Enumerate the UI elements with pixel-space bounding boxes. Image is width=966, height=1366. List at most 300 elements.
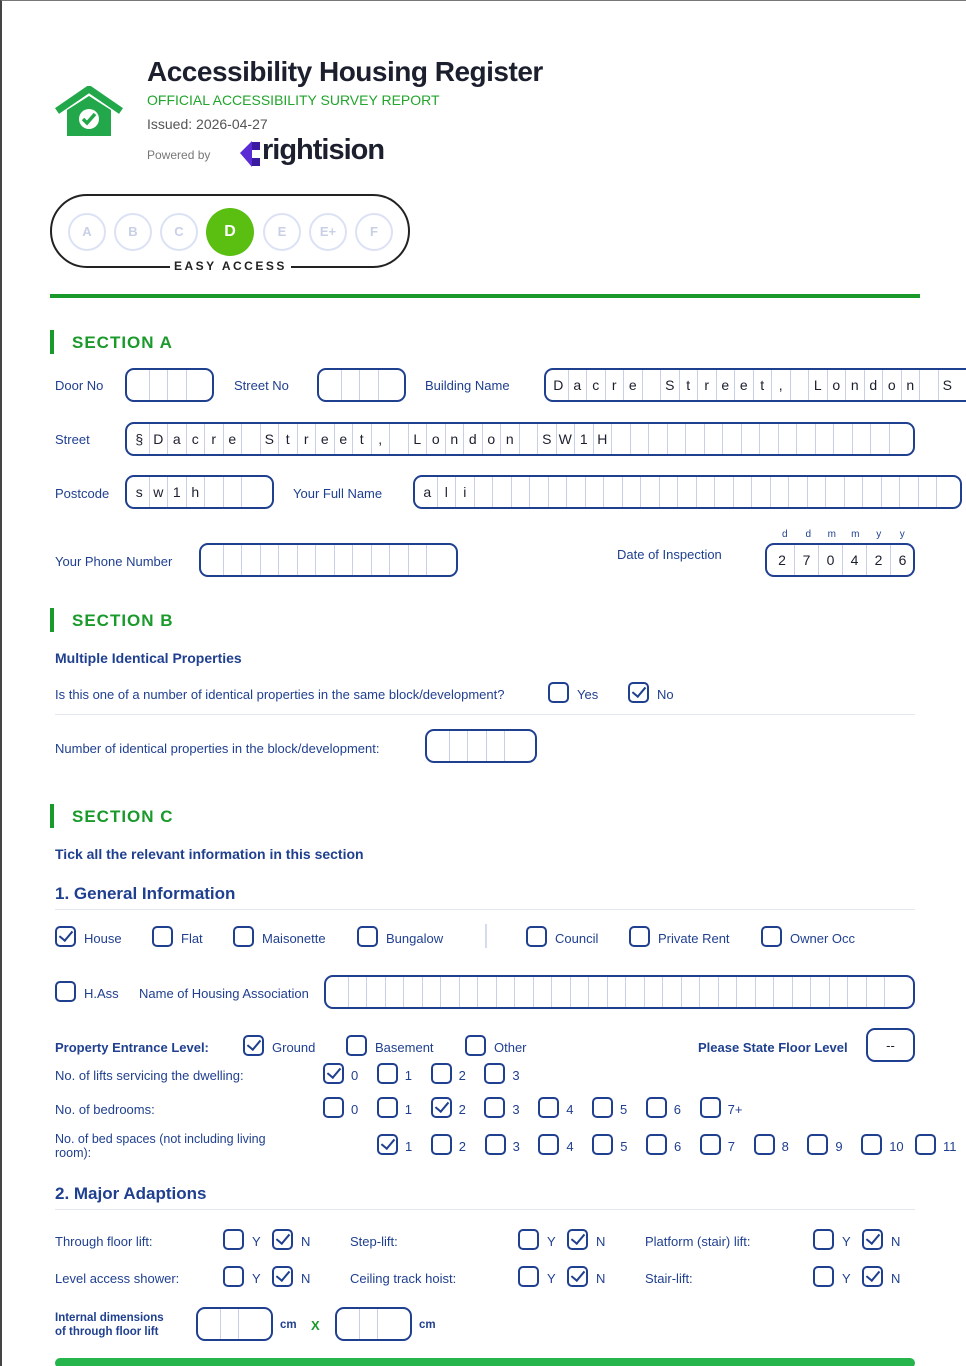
char-cell <box>359 370 378 400</box>
char-cell <box>825 477 844 507</box>
grade-a: A <box>68 213 106 251</box>
bedspaces-label: No. of bed spaces (not including living room): <box>55 1132 266 1160</box>
char-cell <box>377 1309 396 1339</box>
char-cell <box>167 370 186 400</box>
date-label: Date of Inspection <box>617 547 722 562</box>
char-cell <box>659 477 678 507</box>
option-checkbox-5[interactable] <box>592 1134 613 1155</box>
char-cell <box>474 477 493 507</box>
char-cell: 6 <box>890 545 914 575</box>
char-cell <box>815 424 834 454</box>
inspection-date-field[interactable] <box>765 543 915 577</box>
date-hint: d <box>805 529 812 540</box>
char-cell: d <box>463 424 482 454</box>
char-cell <box>492 477 511 507</box>
option-label: 3 <box>512 1139 520 1154</box>
hass-checkbox[interactable] <box>55 981 76 1002</box>
option-checkbox-4[interactable] <box>538 1097 559 1118</box>
major-adaptions-heading: 2. Major Adaptions <box>55 1184 207 1203</box>
char-cell <box>223 477 242 507</box>
char-cell: h <box>186 477 205 507</box>
option-checkbox-11[interactable] <box>915 1134 936 1155</box>
option-label: 5 <box>620 1139 628 1154</box>
owner-occ-label: Owner Occ <box>790 931 856 946</box>
char-cell: r <box>204 424 223 454</box>
char-cell <box>741 424 760 454</box>
char-cell: W <box>556 424 575 454</box>
section-b-title: SECTION B <box>50 611 174 631</box>
char-cell <box>585 477 604 507</box>
char-cell <box>733 477 752 507</box>
option-checkbox-6[interactable] <box>646 1134 667 1155</box>
char-cell <box>918 477 937 507</box>
char-cell: o <box>827 370 846 400</box>
char-cell <box>486 731 505 761</box>
adaption-label: Stair-lift: <box>645 1271 693 1286</box>
option-checkbox-10[interactable] <box>861 1134 882 1155</box>
postcode-label: Postcode <box>55 486 110 501</box>
char-cell <box>696 477 715 507</box>
char-cell: e <box>716 370 735 400</box>
other-checkbox[interactable] <box>465 1035 486 1056</box>
option-checkbox-1[interactable] <box>377 1063 398 1084</box>
option-checkbox-8[interactable] <box>754 1134 775 1155</box>
char-cell: e <box>734 370 753 400</box>
char-cell: i <box>455 477 474 507</box>
street-no-label: Street No <box>234 378 289 393</box>
adaption-y-label: Y <box>252 1234 261 1249</box>
council-checkbox[interactable] <box>526 926 547 947</box>
char-cell <box>685 424 704 454</box>
char-cell: , <box>371 424 390 454</box>
grade-f: F <box>355 213 393 251</box>
char-cell: d <box>864 370 883 400</box>
char-cell: 2 <box>866 545 890 575</box>
char-cell: 1 <box>167 477 186 507</box>
adaption-n-checkbox[interactable] <box>862 1266 883 1287</box>
char-cell <box>788 477 807 507</box>
adaption-y-checkbox[interactable] <box>813 1229 834 1250</box>
bedrooms-label: No. of bedrooms: <box>55 1102 155 1117</box>
char-cell: r <box>697 370 716 400</box>
char-cell <box>844 477 863 507</box>
ground-label: Ground <box>272 1040 316 1055</box>
adaption-y-checkbox[interactable] <box>813 1266 834 1287</box>
private-rent-checkbox[interactable] <box>629 926 650 947</box>
option-label: 3 <box>512 1068 520 1083</box>
char-cell <box>440 977 459 1007</box>
char-cell: w <box>149 477 168 507</box>
option-checkbox-2[interactable] <box>431 1097 452 1118</box>
char-cell: , <box>771 370 790 400</box>
house-checkbox[interactable] <box>55 926 76 947</box>
char-cell <box>889 424 908 454</box>
char-cell: c <box>186 424 205 454</box>
adaption-label: Through floor lift: <box>55 1234 153 1249</box>
internal-dims-label <box>55 1311 164 1339</box>
option-checkbox-9[interactable] <box>807 1134 828 1155</box>
char-cell <box>718 977 737 1007</box>
flat-label: Flat <box>181 931 203 946</box>
char-cell: e <box>334 424 353 454</box>
char-cell: 7 <box>794 545 818 575</box>
house-label: House <box>84 931 122 946</box>
option-checkbox-6[interactable] <box>646 1097 667 1118</box>
char-cell <box>648 424 667 454</box>
grade-b: B <box>114 213 152 251</box>
option-checkbox-4[interactable] <box>538 1134 559 1155</box>
option-checkbox-5[interactable] <box>592 1097 613 1118</box>
char-cell: S <box>260 424 279 454</box>
private-rent-label: Private Rent <box>658 931 730 946</box>
council-label: Council <box>555 931 599 946</box>
char-cell: t <box>352 424 371 454</box>
option-checkbox-3[interactable] <box>484 1063 505 1084</box>
char-cell <box>403 977 422 1007</box>
char-cell <box>385 977 404 1007</box>
char-cell <box>807 477 826 507</box>
other-label: Other <box>494 1040 527 1055</box>
char-cell <box>778 424 797 454</box>
report-subtitle: OFFICIAL ACCESSIBILITY SURVEY REPORT <box>147 92 440 108</box>
adaption-y-label: Y <box>547 1271 556 1286</box>
adaption-n-checkbox[interactable] <box>272 1229 293 1250</box>
adaption-n-label: N <box>891 1234 901 1249</box>
char-cell <box>533 977 552 1007</box>
divider <box>55 909 915 910</box>
char-cell: H <box>593 424 612 454</box>
char-cell <box>278 545 297 575</box>
char-cell <box>186 370 205 400</box>
char-cell <box>833 424 852 454</box>
owner-occ-checkbox[interactable] <box>761 926 782 947</box>
char-cell <box>852 424 871 454</box>
char-cell <box>642 370 661 400</box>
char-cell: a <box>568 370 587 400</box>
char-cell: c <box>586 370 605 400</box>
building-name-label: Building Name <box>425 378 510 393</box>
char-cell: S <box>537 424 556 454</box>
street-field[interactable] <box>125 422 915 456</box>
identical-count-field[interactable] <box>425 729 537 763</box>
multiple-properties-heading: Multiple Identical Properties <box>55 650 242 666</box>
grade-c: C <box>160 213 198 251</box>
char-cell <box>201 1309 220 1339</box>
option-label: 9 <box>835 1139 843 1154</box>
char-cell <box>467 731 486 761</box>
phone-field[interactable] <box>199 543 458 577</box>
adaption-y-checkbox[interactable] <box>223 1229 244 1250</box>
char-cell <box>919 370 938 400</box>
char-cell <box>810 977 829 1007</box>
option-checkbox-7+[interactable] <box>700 1097 721 1118</box>
full-name-field[interactable] <box>413 475 962 509</box>
adaption-n-label: N <box>301 1271 311 1286</box>
full-name-label: Your Full Name <box>293 486 383 501</box>
option-label: 2 <box>458 1102 466 1117</box>
char-cell <box>204 545 223 575</box>
adaption-label: Level access shower: <box>55 1271 180 1286</box>
general-info-heading: 1. General Information <box>55 884 236 903</box>
basement-label: Basement <box>375 1040 434 1055</box>
option-label: 4 <box>566 1102 574 1117</box>
char-cell <box>829 977 848 1007</box>
char-cell <box>334 545 353 575</box>
char-cell: t <box>679 370 698 400</box>
char-cell: r <box>605 370 624 400</box>
char-cell <box>371 545 390 575</box>
option-label: 7+ <box>727 1102 743 1117</box>
date-format-hints <box>768 529 914 540</box>
adaption-n-label: N <box>301 1234 311 1249</box>
option-label: 3 <box>512 1102 520 1117</box>
char-cell: S <box>660 370 679 400</box>
char-cell <box>603 477 622 507</box>
option-label: 6 <box>674 1139 682 1154</box>
option-label: 0 <box>351 1102 359 1117</box>
char-cell <box>340 1309 359 1339</box>
adaption-y-label: Y <box>252 1271 261 1286</box>
brand-name: rightision <box>262 134 385 166</box>
option-label: 10 <box>889 1139 904 1154</box>
floor-level-label: Please State Floor Level <box>698 1040 848 1055</box>
char-cell: D <box>553 377 564 393</box>
powered-by-label: Powered by <box>147 148 211 162</box>
char-cell <box>449 731 468 761</box>
adaption-y-checkbox[interactable] <box>223 1266 244 1287</box>
option-label: 5 <box>620 1102 628 1117</box>
char-cell <box>519 424 538 454</box>
option-checkbox-2[interactable] <box>431 1063 452 1084</box>
footer-bar <box>55 1358 915 1366</box>
access-rating-scale <box>50 194 410 273</box>
adaption-n-checkbox[interactable] <box>567 1266 588 1287</box>
identical-question: Is this one of a number of identical properties in the same block/development? <box>55 687 505 702</box>
adaption-n-checkbox[interactable] <box>272 1266 293 1287</box>
identical-no-label: No <box>657 687 674 702</box>
option-checkbox-1[interactable] <box>377 1134 398 1155</box>
bungalow-checkbox[interactable] <box>357 926 378 947</box>
adaption-y-label: Y <box>547 1234 556 1249</box>
char-cell <box>238 1309 257 1339</box>
building-name-field[interactable] <box>544 368 966 402</box>
identical-no-checkbox[interactable] <box>628 682 649 703</box>
char-cell: o <box>426 424 445 454</box>
option-checkbox-2[interactable] <box>431 1134 452 1155</box>
option-label: 4 <box>566 1139 574 1154</box>
option-label: 8 <box>781 1139 789 1154</box>
char-cell <box>241 477 260 507</box>
char-cell: n <box>500 424 519 454</box>
char-cell <box>866 977 885 1007</box>
char-cell <box>149 370 168 400</box>
housing-assoc-field[interactable] <box>324 975 915 1009</box>
header-divider <box>50 294 920 298</box>
char-cell <box>341 370 360 400</box>
bungalow-label: Bungalow <box>386 931 444 946</box>
adaption-y-label: Y <box>842 1234 851 1249</box>
char-cell <box>348 977 367 1007</box>
grade-d-active: D <box>206 208 254 256</box>
char-cell <box>504 731 523 761</box>
ground-checkbox[interactable] <box>243 1035 264 1056</box>
internal-dims-label-line1: Internal dimensions <box>55 1312 164 1324</box>
adaption-y-label: Y <box>842 1271 851 1286</box>
char-cell: e <box>623 370 642 400</box>
option-checkbox-1[interactable] <box>377 1097 398 1118</box>
char-cell <box>611 424 630 454</box>
char-cell <box>736 977 755 1007</box>
char-cell <box>681 977 700 1007</box>
adaption-y-checkbox[interactable] <box>518 1266 539 1287</box>
char-cell: o <box>882 370 901 400</box>
adaption-n-checkbox[interactable] <box>862 1229 883 1250</box>
char-cell <box>204 477 223 507</box>
adaption-y-checkbox[interactable] <box>518 1229 539 1250</box>
char-cell <box>514 977 533 1007</box>
house-logo-icon <box>54 86 124 140</box>
char-cell <box>714 477 733 507</box>
char-cell: 2 <box>778 552 786 568</box>
adaption-n-checkbox[interactable] <box>567 1229 588 1250</box>
char-cell: o <box>482 424 501 454</box>
identical-count-label: Number of identical properties in the block/development: <box>55 741 380 756</box>
char-cell <box>773 977 792 1007</box>
char-cell <box>699 977 718 1007</box>
date-hint: y <box>899 529 905 540</box>
char-cell <box>644 977 663 1007</box>
phone-label: Your Phone Number <box>55 554 173 569</box>
char-cell: § <box>135 431 144 447</box>
floor-level-field[interactable]: -- <box>866 1028 915 1062</box>
basement-checkbox[interactable] <box>346 1035 367 1056</box>
char-cell: 0 <box>818 545 842 575</box>
option-label: 11 <box>943 1139 957 1154</box>
date-hint: m <box>827 529 836 540</box>
char-cell <box>792 977 811 1007</box>
date-hint: y <box>876 529 882 540</box>
char-cell <box>378 370 397 400</box>
char-cell <box>496 977 515 1007</box>
option-label: 1 <box>404 1102 413 1117</box>
char-cell <box>607 977 626 1007</box>
housing-assoc-label: Name of Housing Association <box>139 986 309 1001</box>
char-cell: r <box>297 424 316 454</box>
lift-depth-field[interactable] <box>335 1307 412 1341</box>
char-cell <box>322 370 341 400</box>
rating-label: EASY ACCESS <box>164 259 297 273</box>
char-cell <box>884 977 903 1007</box>
option-checkbox-3[interactable] <box>485 1134 506 1155</box>
option-label: 7 <box>727 1139 736 1154</box>
char-cell: t <box>278 424 297 454</box>
grade-e-plus: E+ <box>309 213 347 251</box>
char-cell <box>426 545 445 575</box>
option-checkbox-7[interactable] <box>700 1134 721 1155</box>
char-cell <box>751 477 770 507</box>
char-cell <box>389 424 408 454</box>
maisonette-checkbox[interactable] <box>233 926 254 947</box>
door-no-field[interactable] <box>125 368 214 402</box>
depth-unit: cm <box>419 1319 436 1331</box>
lifts-label: No. of lifts servicing the dwelling: <box>55 1068 244 1083</box>
char-cell: a <box>423 484 432 500</box>
door-no-label: Door No <box>55 378 104 393</box>
street-label: Street <box>55 432 90 447</box>
char-cell <box>223 545 242 575</box>
section-c-title: SECTION C <box>50 807 174 827</box>
char-cell <box>366 977 385 1007</box>
char-cell <box>352 545 371 575</box>
divider <box>55 714 915 715</box>
char-cell <box>477 977 496 1007</box>
option-checkbox-3[interactable] <box>484 1097 505 1118</box>
option-label: 0 <box>351 1068 359 1083</box>
char-cell <box>630 424 649 454</box>
adaption-n-label: N <box>596 1234 606 1249</box>
section-a-title: SECTION A <box>50 333 173 353</box>
date-hint: d <box>781 529 788 540</box>
section-c-instruction: Tick all the relevant information in this section <box>55 846 364 862</box>
char-cell <box>622 477 641 507</box>
grade-e: E <box>263 213 301 251</box>
char-cell <box>755 977 774 1007</box>
maisonette-label: Maisonette <box>262 931 326 946</box>
char-cell: n <box>901 370 920 400</box>
char-cell <box>511 477 530 507</box>
char-cell <box>862 477 881 507</box>
issued-date: Issued: 2026-04-27 <box>147 116 268 132</box>
postcode-field[interactable] <box>125 475 274 509</box>
internal-dims-label-line2: of through floor lift <box>55 1326 159 1338</box>
adaption-n-label: N <box>891 1271 901 1286</box>
char-cell <box>260 545 279 575</box>
char-cell <box>329 977 348 1007</box>
char-cell <box>315 545 334 575</box>
lift-width-field[interactable] <box>196 1307 273 1341</box>
char-cell <box>770 477 789 507</box>
char-cell <box>790 370 809 400</box>
char-cell <box>359 1309 378 1339</box>
identical-yes-checkbox[interactable] <box>548 682 569 703</box>
char-cell <box>667 424 686 454</box>
char-cell: L <box>808 370 827 400</box>
char-cell <box>704 424 723 454</box>
char-cell <box>936 477 955 507</box>
char-cell <box>677 477 696 507</box>
identical-yes-label: Yes <box>577 687 599 702</box>
char-cell: 4 <box>842 545 866 575</box>
adaption-label: Step-lift: <box>350 1234 398 1249</box>
char-cell: e <box>223 424 242 454</box>
adaption-label: Platform (stair) lift: <box>645 1234 751 1249</box>
street-no-field[interactable] <box>317 368 406 402</box>
flat-checkbox[interactable] <box>152 926 173 947</box>
char-cell: S <box>938 370 957 400</box>
option-checkbox-0[interactable] <box>323 1063 344 1084</box>
option-label: 2 <box>458 1068 466 1083</box>
char-cell <box>548 477 567 507</box>
char-cell <box>389 545 408 575</box>
char-cell <box>220 1309 239 1339</box>
option-checkbox-0[interactable] <box>323 1097 344 1118</box>
char-cell <box>881 477 900 507</box>
char-cell: n <box>445 424 464 454</box>
char-cell <box>899 477 918 507</box>
char-cell <box>625 977 644 1007</box>
date-hint: m <box>851 529 860 540</box>
option-label: 2 <box>458 1139 467 1154</box>
